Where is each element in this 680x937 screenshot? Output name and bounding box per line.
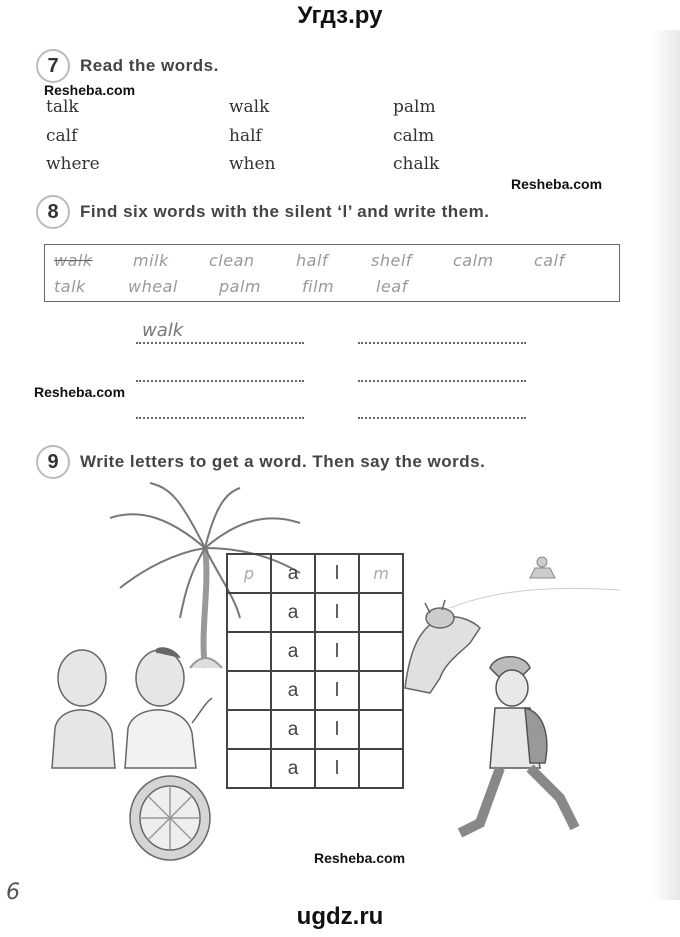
grid-cell[interactable]: m [359, 554, 403, 593]
page-edge-shadow [652, 30, 680, 900]
grid-cell-blank[interactable] [227, 749, 271, 788]
grid-cell: a [271, 671, 315, 710]
box-word: leaf [376, 277, 408, 296]
word-walk: walk [229, 97, 270, 117]
watermark: Resheba.com [44, 82, 136, 98]
grid-cell-blank[interactable] [359, 710, 403, 749]
distant-figure [450, 557, 620, 608]
site-header[interactable]: Угдз.ру [297, 2, 383, 29]
box-word: talk [54, 277, 86, 296]
grid-cell: a [271, 632, 315, 671]
box-word-crossed: walk [54, 251, 93, 270]
word-chalk: chalk [393, 154, 440, 174]
box-word: milk [133, 251, 169, 270]
answer-line-4[interactable] [358, 380, 526, 382]
cow-illustration [405, 600, 480, 693]
boys-illustration [52, 648, 212, 768]
site-footer[interactable]: ugdz.ru [296, 903, 384, 930]
answer-line-3[interactable] [136, 380, 304, 382]
answer-line-6[interactable] [358, 417, 526, 419]
grid-cell: l [315, 671, 359, 710]
grid-cell: l [315, 749, 359, 788]
watermark: Resheba.com [314, 850, 406, 866]
answer-written: walk [142, 320, 184, 341]
grid-cell: a [271, 554, 315, 593]
watermark: Resheba.com [511, 176, 603, 192]
exercise-9-title: Write letters to get a word. Then say the words. [80, 452, 486, 471]
grid-cell-blank[interactable] [359, 632, 403, 671]
grid-cell-blank[interactable] [227, 593, 271, 632]
box-word: shelf [371, 251, 412, 270]
exercise-8-title: Find six words with the silent ‘l’ and write them. [80, 202, 490, 221]
word-where: where [46, 154, 100, 174]
answer-line-1[interactable] [136, 342, 304, 344]
exercise-9-number: 9 [36, 445, 70, 479]
box-word: palm [219, 277, 261, 296]
grid-cell: a [271, 710, 315, 749]
grid-cell: l [315, 593, 359, 632]
orange-illustration [130, 776, 210, 860]
grid-cell[interactable]: p [227, 554, 271, 593]
grid-cell-blank[interactable] [227, 710, 271, 749]
letter-grid [226, 553, 404, 789]
grid-cell: a [271, 593, 315, 632]
page-number: 6 [6, 880, 20, 905]
box-word: calm [453, 251, 494, 270]
grid-cell: l [315, 710, 359, 749]
watermark: Resheba.com [34, 384, 126, 400]
answer-line-5[interactable] [136, 417, 304, 419]
word-palm: palm [393, 97, 436, 117]
box-word: calf [534, 251, 565, 270]
box-word: wheal [128, 277, 178, 296]
exercise-7-title: Read the words. [80, 56, 219, 75]
box-word: film [302, 277, 335, 296]
exercise-7-number: 7 [36, 49, 70, 83]
grid-cell-blank[interactable] [359, 593, 403, 632]
answer-line-2[interactable] [358, 342, 526, 344]
hiker-illustration [460, 657, 575, 833]
grid-cell-blank[interactable] [227, 671, 271, 710]
grid-cell: l [315, 632, 359, 671]
grid-cell-blank[interactable] [227, 632, 271, 671]
grid-cell-blank[interactable] [359, 671, 403, 710]
exercise-8-number: 8 [36, 195, 70, 229]
word-calm: calm [393, 126, 435, 146]
box-word: half [296, 251, 329, 270]
word-calf: calf [46, 126, 78, 146]
grid-cell: l [315, 554, 359, 593]
grid-cell: a [271, 749, 315, 788]
word-talk: talk [46, 97, 79, 117]
word-half: half [229, 126, 262, 146]
word-when: when [229, 154, 276, 174]
grid-cell-blank[interactable] [359, 749, 403, 788]
box-word: clean [209, 251, 255, 270]
